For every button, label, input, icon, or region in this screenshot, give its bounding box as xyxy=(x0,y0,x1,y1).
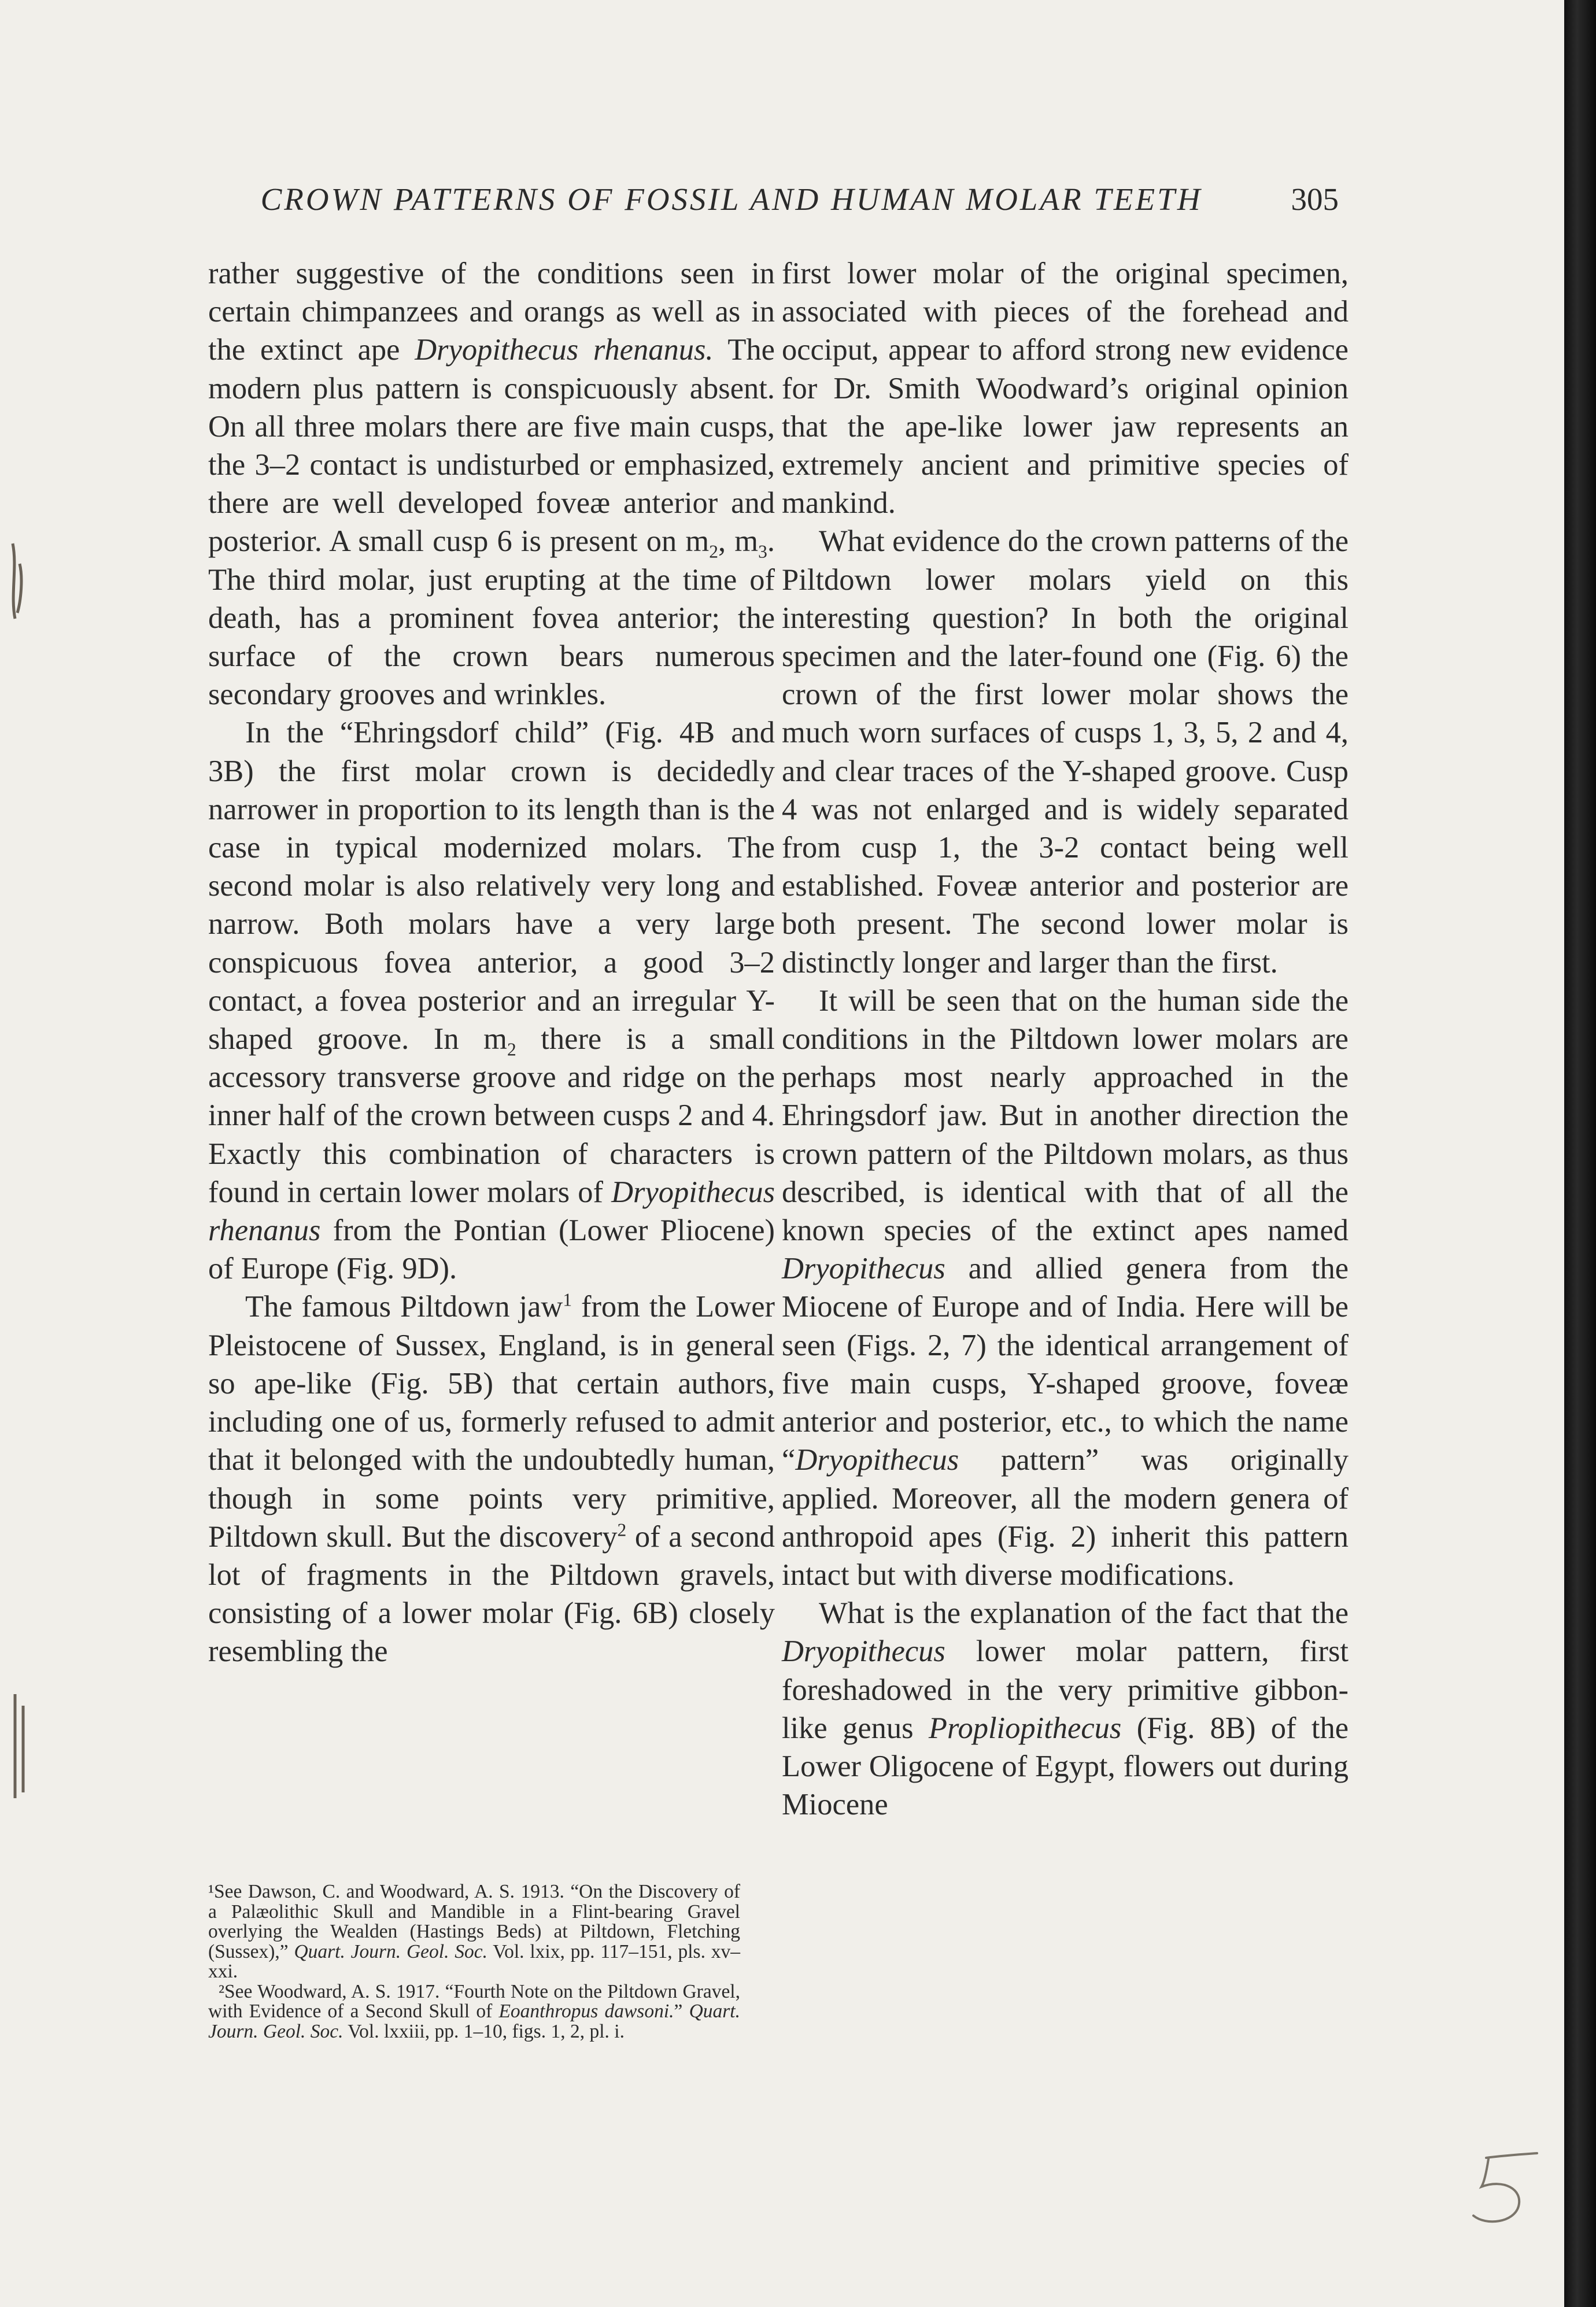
text-run: Vol. lxix, pp. 117–151, pls. xv–xxi. xyxy=(208,1940,740,1982)
text-run: lower molar pattern, first foreshadowed in the very primitive gibbon-like genus xyxy=(782,1635,1349,1745)
italic-taxon: Dryopithecus rhenanus. xyxy=(415,333,714,367)
italic-journal: Quart. Journ. Geol. Soc. xyxy=(294,1940,488,1962)
subscript: 3 xyxy=(758,541,767,562)
text-run: , m xyxy=(718,524,759,559)
footnote-ref: 2 xyxy=(617,1519,627,1540)
paragraph xyxy=(208,254,775,713)
footnote-ref: 1 xyxy=(563,1289,572,1310)
text-run: ¹See Dawson, C. and Woodward, A. S. 1913. “On the Discovery of a Palæolithic Skull and Mandible in a Flint-bearing Gravel overlying the Wealden (Hastings Beds) at Piltdown, Fletching (Sussex),” xyxy=(208,1881,740,1962)
paragraph xyxy=(782,1594,1349,1824)
text-run: and allied genera from the Miocene of Europe and of India. Here will be seen (Figs. 2, 7) the identical arrangement of five main cusps, Y-shaped groove, foveæ anterior and posterior, etc., to which the name “ xyxy=(782,1252,1349,1477)
footnote-1 xyxy=(208,1882,740,1982)
text-run: rather suggestive of the conditions seen in certain chimpanzees and orangs as well as in the extinct ape xyxy=(208,257,775,367)
italic-taxon: Propliopithecus xyxy=(928,1711,1122,1745)
italic-journal: Quart. Journ. Geol. Soc. xyxy=(208,2001,740,2042)
page-number: 305 xyxy=(1291,182,1339,217)
paragraph: What evidence do the crown patterns of the Piltdown lower molars yield on this interesting question? In both the original specimen and the later-found one (Fig. 6) the crown of the first lower molar shows the much worn surfaces of cusps 1, 3, 5, 2 and 4, and clear traces of the Y-shaped groove. Cusp 4 was not enlarged and is widely separated from cusp 1, the 3-2 contact being well established. Foveæ anterior and posterior are both present. The second lower molar is distinctly longer and larger than the first. xyxy=(782,524,1349,979)
italic-taxon: Dryopithecus xyxy=(795,1443,959,1477)
text-run: The famous Piltdown jaw xyxy=(245,1290,563,1324)
text-run: of a second lot of fragments in the Piltdown gravels, consisting of a lower molar (Fig. 6B) closely resembling the xyxy=(208,1519,775,1669)
footnote-2 xyxy=(208,1982,740,2042)
text-run: there is a small accessory transverse groove and ridge on the inner half of the crown between cusps 2 and 4. Exactly this combination of characters is found in certain lower molars of xyxy=(208,1022,775,1209)
text-run: pattern” was originally applied. Moreover, all the modern genera of anthropoid apes (Fig. 2) inherit this pattern intact but with diverse modifications. xyxy=(782,1443,1349,1592)
italic-taxon: Dryopithecus xyxy=(782,1252,945,1286)
paragraph xyxy=(782,982,1349,1594)
subscript: 2 xyxy=(507,1039,516,1060)
italic-taxon: Eoanthropus dawsoni. xyxy=(498,2001,674,2022)
text-run: from the Pontian (Lower Pliocene) of Europe (Fig. 9D). xyxy=(208,1214,775,1286)
right-column xyxy=(782,254,1349,1824)
italic-taxon: Dryopithecus rhenanus xyxy=(208,1175,775,1248)
binding-marks xyxy=(0,0,46,2307)
running-header xyxy=(0,176,1564,223)
scan-edge xyxy=(1564,0,1596,2307)
text-run: ²See Woodward, A. S. 1917. “Fourth Note on the Piltdown Gravel, with Evidence of a Second Skull of xyxy=(208,1980,740,2022)
text-run: What is the explanation of the fact that the xyxy=(819,1596,1349,1631)
text-run: It will be seen that on the human side the conditions in the Piltdown lower molars are perhaps most nearly approached in the Ehringsdorf jaw. But in another direction the crown pattern of the Piltdown molars, as thus described, is identical with that of all the known species of the extinct apes named xyxy=(782,984,1349,1248)
paragraph xyxy=(208,1288,775,1670)
text-run: ” xyxy=(674,2001,689,2022)
running-title: CROWN PATTERNS OF FOSSIL AND HUMAN MOLAR TEETH xyxy=(260,182,1203,217)
text-run: from the Lower Pleistocene of Sussex, England, is in general so ape-like (Fig. 5B) that certain authors, including one of us, formerly refused to admit that it belonged with the undoubtedly human, though in some points very primitive, Piltdown skull. But the discovery xyxy=(208,1290,775,1554)
paragraph: first lower molar of the original specimen, associated with pieces of the forehead and occiput, appear to afford strong new evidence for Dr. Smith Woodward’s original opinion that the ape-like lower jaw represents an extremely ancient and primitive species of mankind. xyxy=(782,257,1349,520)
text-run: . The third molar, just erupting at the time of death, has a prominent fovea anterior; the surface of the crown bears numerous secondary grooves and wrinkles. xyxy=(208,524,775,712)
text-run: In the “Ehringsdorf child” (Fig. 4B and 3B) the first molar crown is decidedly narrower in proportion to its length than is the case in typical modernized molars. The second molar is also relatively very long and narrow. Both molars have a very large conspicuous fovea anterior, a good 3–2 contact, a fovea posterior and an irregular Y-shaped groove. In m xyxy=(208,716,775,1056)
italic-taxon: Dryopithecus xyxy=(782,1635,945,1669)
handwritten-five xyxy=(1463,2151,1544,2232)
subscript: 2 xyxy=(709,541,719,562)
paragraph xyxy=(208,713,775,1288)
binding-mark xyxy=(15,1694,23,1798)
binding-mark xyxy=(13,544,21,619)
text-run: Vol. lxxiii, pp. 1–10, figs. 1, 2, pl. i. xyxy=(343,2020,625,2042)
text-run: The modern plus pattern is conspicuously absent. On all three molars there are five main cusps, the 3–2 contact is undisturbed or emphasized, there are well developed foveæ anterior and posterior. A small cusp 6 is present on m xyxy=(208,333,775,559)
text-run: (Fig. 8B) of the Lower Oligocene of Egypt, flowers out during Miocene xyxy=(782,1711,1349,1822)
footnotes xyxy=(208,1882,740,2042)
left-column xyxy=(208,254,775,1671)
